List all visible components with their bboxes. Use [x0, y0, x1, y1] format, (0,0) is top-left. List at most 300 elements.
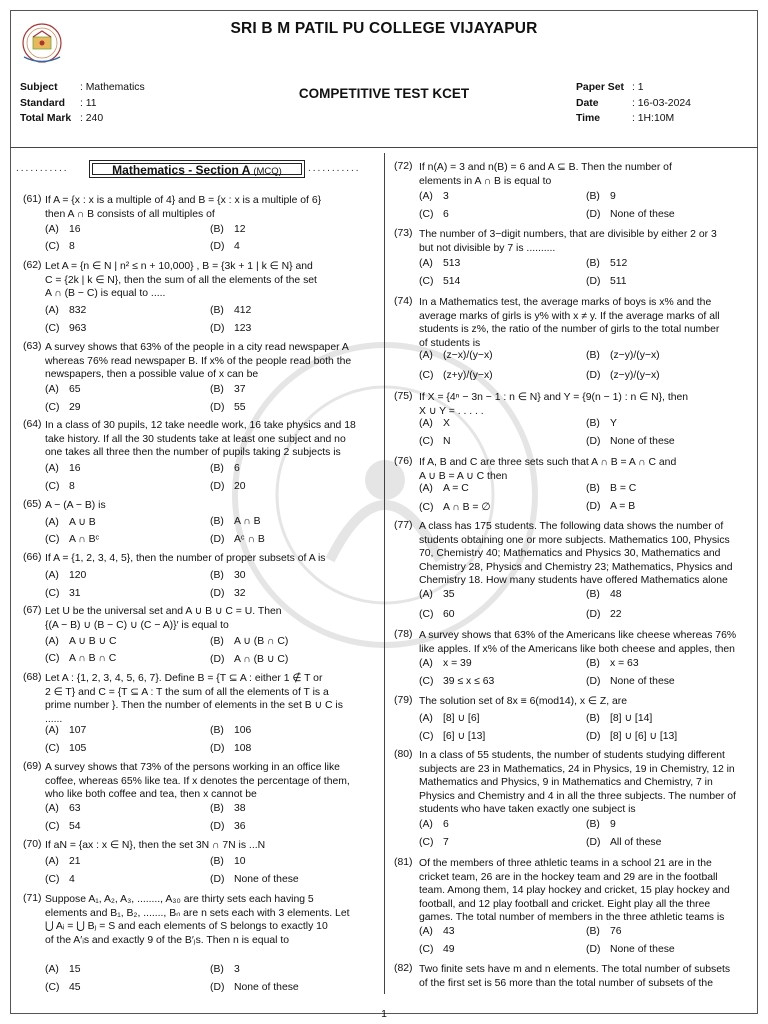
- option-label: (D): [586, 609, 601, 620]
- option-value: 49: [443, 944, 455, 955]
- option-value: 512: [610, 258, 628, 269]
- question-text: [419, 695, 756, 709]
- option-a: [45, 964, 81, 975]
- option-c: [45, 982, 81, 993]
- option-c: [419, 370, 493, 381]
- option-b: [210, 964, 240, 975]
- question-text: [419, 391, 756, 418]
- time-row: [576, 111, 691, 127]
- option-value: A ∩ B = ∅: [443, 502, 491, 513]
- option-d: [210, 982, 299, 993]
- option-value: Y: [610, 418, 617, 429]
- option-b: [586, 658, 639, 669]
- option-b: [586, 483, 636, 494]
- option-c: [45, 323, 86, 334]
- option-b: [210, 725, 251, 736]
- option-label: (D): [210, 654, 225, 665]
- option-label: (D): [586, 944, 601, 955]
- option-label: (D): [586, 209, 601, 220]
- option-value: 21: [69, 856, 81, 867]
- subject-value: : Mathematics: [80, 82, 145, 93]
- option-a: [419, 819, 449, 830]
- option-value: 54: [69, 821, 81, 832]
- option-value: All of these: [610, 837, 662, 848]
- paper-set-row: [576, 80, 691, 96]
- question-line: Let A = {n ∈ N | n² ≤ n + 10,000} , B = {3k + 1 | k ∈ N} and: [45, 261, 313, 272]
- option-label: (B): [586, 191, 600, 202]
- option-label: (D): [210, 241, 225, 252]
- question-line: but not divisible by 7 is ..........: [419, 242, 556, 254]
- option-label: (A): [419, 350, 433, 361]
- question-line: one takes all three then the number of pupils taking 2 subjects is: [45, 447, 341, 459]
- option-value: B = C: [610, 483, 637, 494]
- option-value: 65: [69, 384, 81, 395]
- option-label: (C): [45, 241, 60, 252]
- option-value: 9: [610, 819, 616, 830]
- question-line: of the first set is 56 more than the total number of subsets of the: [419, 977, 713, 989]
- option-value: None of these: [234, 874, 299, 885]
- option-value: 43: [443, 926, 455, 937]
- question-number: (61): [23, 194, 42, 205]
- option-value: N: [443, 436, 451, 447]
- date-label: Date: [576, 97, 599, 109]
- question-line: If A = {x : x is a multiple of 4} and B = {x : x is a multiple of 6}: [45, 195, 322, 206]
- option-value: 6: [443, 209, 449, 220]
- standard-value: : 11: [80, 97, 97, 109]
- section-dots-left: ...........: [16, 163, 69, 174]
- option-label: (A): [419, 658, 433, 669]
- option-value: 105: [69, 743, 87, 754]
- question-text: [419, 296, 756, 350]
- question-line: newspapers, then a possible value of x can be: [45, 369, 259, 381]
- option-value: (z−x)/(y−x): [443, 350, 493, 361]
- option-label: (B): [210, 384, 224, 395]
- option-label: (D): [586, 436, 601, 447]
- option-d: [210, 534, 265, 545]
- option-d: [586, 501, 635, 512]
- question-line: A − (A − B) is: [45, 500, 106, 511]
- option-d: [586, 370, 660, 381]
- option-value: 48: [610, 589, 622, 600]
- option-value: 32: [234, 588, 246, 599]
- option-value: A ∩ Bᶜ: [69, 534, 100, 545]
- question-text: [45, 260, 375, 301]
- question-line: then A ∩ B consists of all multiples of: [45, 208, 215, 220]
- option-label: (C): [45, 743, 60, 754]
- option-label: (A): [419, 418, 433, 429]
- question-line: like apples. If x% of the Americans like both cheese and apples, then: [419, 643, 735, 655]
- option-label: (B): [210, 636, 224, 647]
- option-d: [586, 676, 675, 687]
- question-text: [419, 857, 756, 925]
- option-label: (B): [586, 350, 600, 361]
- question-line: C = {2k | k ∈ N}, then the sum of all the elements of the set: [45, 274, 317, 286]
- option-value: 36: [234, 821, 246, 832]
- question-text: [419, 520, 756, 588]
- option-value: A ∪ (B ∩ C): [234, 636, 289, 647]
- question-line: A ∩ (B − C) is equal to .....: [45, 288, 166, 300]
- option-a: [45, 635, 117, 647]
- option-value: 3: [234, 964, 240, 975]
- option-c: [45, 653, 116, 664]
- option-value: 514: [443, 276, 461, 287]
- option-label: (D): [586, 501, 601, 512]
- option-a: [419, 483, 469, 494]
- option-label: (A): [45, 517, 59, 528]
- question-line: average marks of girls is y% with x ≠ y. If the average marks of all: [419, 310, 720, 322]
- option-label: (C): [419, 276, 434, 287]
- option-label: (D): [210, 821, 225, 832]
- option-a: [419, 350, 493, 361]
- option-value: A = B: [610, 501, 636, 512]
- header-divider: [10, 147, 758, 148]
- option-b: [586, 191, 616, 202]
- option-value: 8: [69, 481, 75, 492]
- option-label: (A): [45, 224, 59, 235]
- option-label: (C): [419, 436, 434, 447]
- paper-set-value: : 1: [632, 82, 644, 93]
- option-d: [586, 837, 661, 848]
- question-line: take history. If all the 30 students take at least one subject and no: [45, 433, 346, 445]
- option-a: [45, 803, 81, 814]
- option-label: (C): [45, 653, 60, 664]
- section-title: Mathematics - Section A: [112, 163, 250, 177]
- option-value: 16: [69, 463, 81, 474]
- option-value: 511: [610, 276, 627, 287]
- question-line: whereas 76% read newspaper B. If x% of the people read both the: [45, 355, 352, 367]
- option-a: [419, 589, 455, 600]
- option-value: 45: [69, 982, 81, 993]
- option-d: [586, 436, 675, 447]
- option-value: A ∩ (B ∪ C): [234, 654, 289, 665]
- option-value: (z−y)/(y−x): [610, 370, 660, 381]
- option-label: (D): [586, 276, 601, 287]
- option-value: 29: [69, 402, 81, 413]
- option-label: (D): [210, 402, 225, 413]
- question-number: (72): [394, 161, 413, 172]
- question-number: (79): [394, 695, 413, 706]
- section-title-box: [89, 160, 305, 178]
- question-number: (81): [394, 857, 413, 868]
- question-line: elements in A ∩ B is equal to: [419, 175, 552, 187]
- option-label: (D): [210, 323, 225, 334]
- question-number: (71): [23, 893, 42, 904]
- option-value: 4: [234, 241, 240, 252]
- option-value: [8] ∪ [6] ∪ [13]: [610, 731, 678, 742]
- option-b: [210, 856, 246, 867]
- option-a: [45, 305, 86, 316]
- option-label: (A): [45, 856, 59, 867]
- section-subtitle: (MCQ): [253, 166, 282, 177]
- option-value: 15: [69, 964, 81, 975]
- question-text: [419, 963, 756, 990]
- question-number: (63): [23, 341, 42, 352]
- option-value: 20: [234, 481, 246, 492]
- question-line: subjects are 23 in Mathematics, 24 in Physics, 19 in Chemistry, 12 in: [419, 763, 735, 775]
- question-line: students is z%, the ratio of the number of girls to the total number: [419, 324, 720, 336]
- option-value: x = 63: [610, 658, 639, 669]
- question-number: (73): [394, 228, 413, 239]
- option-a: [419, 191, 449, 202]
- question-number: (78): [394, 629, 413, 640]
- question-line: students who have taken exactly one subject is: [419, 804, 636, 816]
- option-label: (A): [419, 589, 433, 600]
- option-value: A ∪ B ∪ C: [69, 636, 117, 647]
- question-text: [419, 456, 756, 483]
- option-value: [8] ∪ [6]: [443, 713, 480, 724]
- paper-set-label: Paper Set: [576, 82, 624, 93]
- option-c: [419, 501, 490, 513]
- question-text: [45, 341, 375, 382]
- question-line: A survey shows that 63% of the Americans like cheese whereas 76%: [419, 630, 737, 641]
- option-label: (B): [210, 856, 224, 867]
- option-label: (A): [419, 191, 433, 202]
- option-value: 412: [234, 305, 252, 316]
- option-b: [586, 418, 617, 429]
- option-value: 37: [234, 384, 246, 395]
- option-c: [45, 821, 81, 832]
- option-b: [586, 926, 622, 937]
- option-a: [45, 463, 81, 474]
- question-number: (64): [23, 419, 42, 430]
- option-label: (A): [45, 305, 59, 316]
- option-b: [210, 224, 246, 235]
- option-value: None of these: [610, 209, 675, 220]
- option-value: 832: [69, 305, 87, 316]
- option-value: x = 39: [443, 658, 472, 669]
- question-line: If X = {4ⁿ − 3n − 1 : n ∈ N} and Y = {9(n − 1) : n ∈ N}, then: [419, 392, 689, 403]
- option-a: [419, 926, 455, 937]
- option-b: [586, 350, 660, 361]
- question-text: [419, 629, 756, 656]
- option-d: [210, 821, 246, 832]
- option-value: A ∪ B: [69, 517, 96, 528]
- option-value: 55: [234, 402, 246, 413]
- option-value: 3: [443, 191, 449, 202]
- option-c: [45, 588, 81, 599]
- question-line: A ∪ B = A ∪ C then: [419, 470, 508, 482]
- option-label: (C): [419, 731, 434, 742]
- question-line: The number of 3−digit numbers, that are divisible by either 2 or 3: [419, 229, 717, 240]
- question-line: Let U be the universal set and A ∪ B ∪ C = U. Then: [45, 606, 282, 617]
- question-line: prime number }. Then the number of elements in the set B ∪ C is: [45, 700, 343, 712]
- option-b: [586, 712, 652, 724]
- question-line: {(A − B) ∪ (B − C) ∪ (C − A)}′ is equal to: [45, 619, 229, 631]
- test-title: COMPETITIVE TEST KCET: [298, 86, 470, 101]
- question-line: ⋃ Aᵢ = ⋃ Bⱼ = S and each elements of S belongs to exactly 10: [45, 921, 328, 933]
- option-value: 60: [443, 609, 455, 620]
- option-label: (C): [419, 676, 434, 687]
- option-value: 38: [234, 803, 246, 814]
- option-c: [45, 874, 75, 885]
- option-value: None of these: [610, 676, 675, 687]
- total-mark-value: : 240: [80, 113, 104, 124]
- option-value: 22: [610, 609, 622, 620]
- option-a: [419, 712, 479, 724]
- option-label: (A): [45, 570, 59, 581]
- question-number: (65): [23, 499, 42, 510]
- question-line: team. Among them, 14 play hockey and cricket, 15 play hockey and: [419, 885, 730, 897]
- option-d: [586, 209, 675, 220]
- option-b: [210, 803, 246, 814]
- option-b: [586, 819, 616, 830]
- question-text: [45, 605, 375, 632]
- option-label: (D): [586, 676, 601, 687]
- option-value: [8] ∪ [14]: [610, 713, 653, 724]
- question-line: who like both coffee and tea, then x cannot be: [45, 789, 257, 801]
- option-label: (B): [586, 819, 600, 830]
- option-value: X: [443, 418, 450, 429]
- option-c: [45, 481, 75, 492]
- option-a: [419, 658, 472, 669]
- option-d: [210, 874, 299, 885]
- option-label: (B): [586, 418, 600, 429]
- option-label: (C): [419, 609, 434, 620]
- option-b: [210, 516, 261, 527]
- option-label: (C): [45, 588, 60, 599]
- option-label: (B): [586, 713, 600, 724]
- question-line: Physics and Chemistry and 4 in all the three subjects. The number of: [419, 790, 736, 802]
- option-label: (A): [419, 713, 433, 724]
- option-label: (D): [586, 731, 601, 742]
- question-number: (77): [394, 520, 413, 531]
- option-label: (C): [45, 323, 60, 334]
- option-c: [419, 436, 451, 447]
- question-number: (62): [23, 260, 42, 271]
- total-mark-row: [20, 111, 145, 127]
- question-number: (68): [23, 672, 42, 683]
- option-label: (B): [210, 224, 224, 235]
- option-label: (C): [45, 982, 60, 993]
- option-label: (B): [586, 926, 600, 937]
- question-text: [419, 749, 756, 817]
- option-d: [210, 653, 288, 665]
- option-label: (A): [45, 725, 59, 736]
- question-text: [45, 893, 375, 947]
- header-info-right: [576, 80, 691, 127]
- option-c: [419, 944, 455, 955]
- option-label: (A): [419, 483, 433, 494]
- question-line: cricket team, 26 are in the hockey team and 29 are in the football: [419, 871, 718, 883]
- time-label: Time: [576, 113, 601, 124]
- option-label: (B): [210, 516, 224, 527]
- question-line: Chemistry 18. How many students have offered Mathematics alone: [419, 575, 728, 587]
- subject-label: Subject: [20, 82, 58, 93]
- question-line: games. The total number of members in the three athletic teams is: [419, 912, 725, 924]
- option-a: [45, 856, 81, 867]
- option-a: [419, 258, 460, 269]
- question-line: Let A : {1, 2, 3, 4, 5, 6, 7}. Define B = {T ⊆ A : either 1 ∉ T or: [45, 673, 323, 684]
- question-line: A survey shows that 63% of the people in a city read newspaper A: [45, 342, 349, 353]
- date-row: [576, 96, 691, 112]
- option-label: (B): [210, 463, 224, 474]
- option-label: (B): [210, 964, 224, 975]
- option-b: [586, 589, 622, 600]
- question-line: Of the members of three athletic teams in a school 21 are in the: [419, 858, 712, 869]
- total-mark-label: Total Mark: [20, 113, 72, 124]
- question-line: If A = {1, 2, 3, 4, 5}, then the number of proper subsets of A is: [45, 553, 326, 564]
- question-line: If A, B and C are three sets such that A ∩ B = A ∩ C and: [419, 457, 677, 468]
- option-b: [586, 258, 627, 269]
- question-line: The solution set of 8x ≡ 6(mod14), x ∈ Z, are: [419, 696, 628, 707]
- option-c: [419, 837, 449, 848]
- question-line: If n(A) = 3 and n(B) = 6 and A ⊆ B. Then the number of: [419, 162, 672, 173]
- option-value: 12: [234, 224, 246, 235]
- option-value: A = C: [443, 483, 469, 494]
- option-label: (A): [45, 636, 59, 647]
- option-label: (B): [210, 803, 224, 814]
- question-text: [419, 161, 756, 188]
- option-label: (D): [586, 370, 601, 381]
- option-a: [419, 418, 450, 429]
- question-line: coffee, whereas 65% like tea. If x denotes the percentage of them,: [45, 775, 350, 787]
- option-label: (C): [45, 481, 60, 492]
- option-label: (A): [419, 926, 433, 937]
- option-value: A ∩ B: [234, 516, 261, 527]
- option-value: (z−y)/(y−x): [610, 350, 660, 361]
- question-text: [45, 672, 375, 726]
- option-label: (A): [419, 819, 433, 830]
- option-c: [45, 402, 81, 413]
- option-value: [6] ∪ [13]: [443, 731, 486, 742]
- option-value: (z+y)/(y−x): [443, 370, 493, 381]
- college-name: SRI B M PATIL PU COLLEGE VIJAYAPUR: [230, 20, 538, 37]
- option-label: (A): [45, 384, 59, 395]
- option-c: [419, 276, 460, 287]
- question-line: 2 ∈ T} and C = {T ⊆ A : T the sum of all the elements of T is a: [45, 686, 329, 698]
- option-d: [210, 241, 240, 252]
- question-line: 70, Chemistry 40; Mathematics and Physics 30, Mathematics and: [419, 548, 721, 560]
- option-b: [210, 305, 251, 316]
- question-number: (74): [394, 296, 413, 307]
- option-label: (C): [45, 874, 60, 885]
- option-label: (B): [586, 483, 600, 494]
- option-d: [586, 730, 677, 742]
- option-label: (D): [210, 481, 225, 492]
- option-label: (D): [210, 874, 225, 885]
- option-value: None of these: [610, 436, 675, 447]
- option-d: [586, 609, 622, 620]
- option-value: None of these: [610, 944, 675, 955]
- option-value: 30: [234, 570, 246, 581]
- option-b: [210, 384, 246, 395]
- option-d: [210, 588, 246, 599]
- option-value: 63: [69, 803, 81, 814]
- option-c: [45, 534, 99, 545]
- option-value: 76: [610, 926, 622, 937]
- option-value: A ∩ B ∩ C: [69, 653, 117, 664]
- question-line: ......: [45, 713, 63, 725]
- question-number: (67): [23, 605, 42, 616]
- time-value: : 1H:10M: [632, 113, 675, 124]
- option-value: 6: [443, 819, 449, 830]
- option-label: (C): [45, 534, 60, 545]
- question-text: [419, 228, 756, 255]
- question-number: (76): [394, 456, 413, 467]
- option-a: [45, 384, 81, 395]
- question-line: A class has 175 students. The following data shows the number of: [419, 521, 724, 532]
- option-c: [45, 241, 75, 252]
- option-b: [210, 570, 246, 581]
- option-value: 963: [69, 323, 87, 334]
- date-value: : 16-03-2024: [632, 97, 691, 109]
- option-d: [210, 323, 251, 334]
- question-text: [45, 839, 375, 853]
- question-line: If aN = {ax : x ∈ N}, then the set 3N ∩ 7N is ...N: [45, 840, 266, 851]
- question-line: Chemistry 28, Physics and Chemistry 23; Mathematics, Physics and: [419, 561, 733, 573]
- question-line: A survey shows that 73% of the persons working in an office like: [45, 762, 340, 773]
- option-d: [210, 402, 246, 413]
